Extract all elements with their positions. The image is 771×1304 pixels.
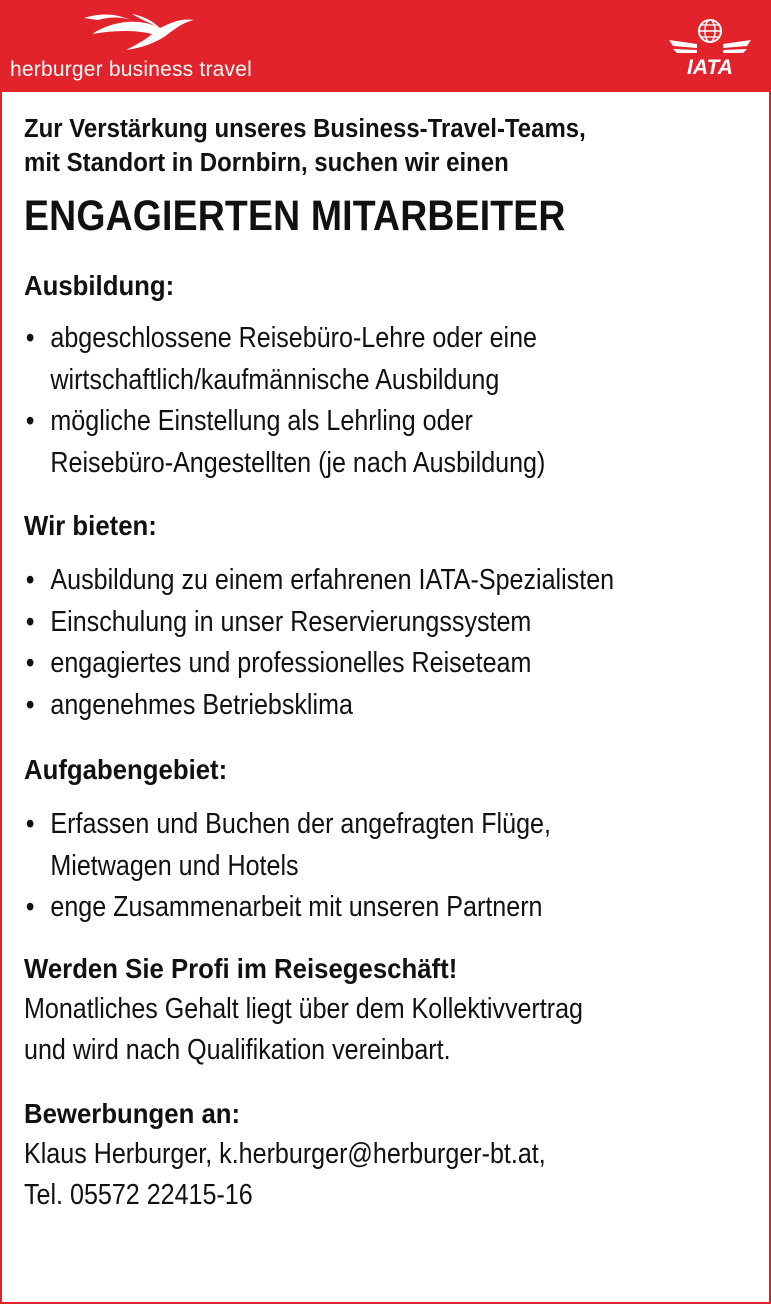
aufgaben-list [24, 804, 754, 929]
contact-line-1: Klaus Herburger, k.herburger@herburger-bt.at, [24, 1137, 546, 1170]
ausbildung-list [24, 318, 754, 484]
list-item: • enge Zusammenarbeit mit unseren Partnern [24, 887, 666, 929]
section-title-aufgaben: Aufgabengebiet: [24, 754, 228, 785]
list-item: • Erfassen und Buchen der angefragten Flüge, [24, 804, 666, 846]
section-title-profi: Werden Sie Profi im Reisegeschäft! [24, 952, 458, 984]
intro-line-1: Zur Verstärkung unseres Business-Travel-Teams, [24, 115, 586, 143]
iata-logo-icon [667, 18, 753, 80]
salary-line-1: Monatliches Gehalt liegt über dem Kollektivvertrag [24, 992, 584, 1025]
section-title-bewerbung: Bewerbungen an: [24, 1097, 241, 1129]
brand-name: herburger business travel [10, 58, 252, 81]
contact-line-2: Tel. 05572 22415-16 [24, 1179, 253, 1211]
salary-line-2: und wird nach Qualifikation vereinbart. [24, 1034, 451, 1066]
list-item-continuation: Mietwagen und Hotels [50, 849, 299, 882]
list-item: • engagiertes und professionelles Reiseteam [24, 643, 666, 685]
list-item: • Ausbildung zu einem erfahrenen IATA-Spezialisten [24, 560, 666, 602]
iata-text: IATA [687, 56, 733, 79]
intro-line-2: mit Standort in Dornbirn, suchen wir einen [24, 149, 509, 177]
headline: ENGAGIERTEN MITARBEITER [24, 192, 566, 240]
header-banner [2, 0, 769, 92]
section-title-ausbildung: Ausbildung: [24, 270, 175, 301]
list-item: • mögliche Einstellung als Lehrling oder [24, 401, 666, 443]
bird-logo-icon [82, 8, 197, 54]
list-item-continuation: wirtschaftlich/kaufmännische Ausbildung [50, 363, 500, 396]
bieten-list [24, 560, 754, 726]
section-title-bieten: Wir bieten: [24, 510, 157, 541]
ad-content [24, 112, 754, 1217]
list-item: • angenehmes Betriebsklima [24, 685, 666, 727]
list-item: • abgeschlossene Reisebüro-Lehre oder eine [24, 318, 666, 360]
list-item-continuation: Reisebüro-Angestellten (je nach Ausbildung) [50, 446, 546, 479]
list-item: • Einschulung in unser Reservierungssystem [24, 602, 666, 644]
